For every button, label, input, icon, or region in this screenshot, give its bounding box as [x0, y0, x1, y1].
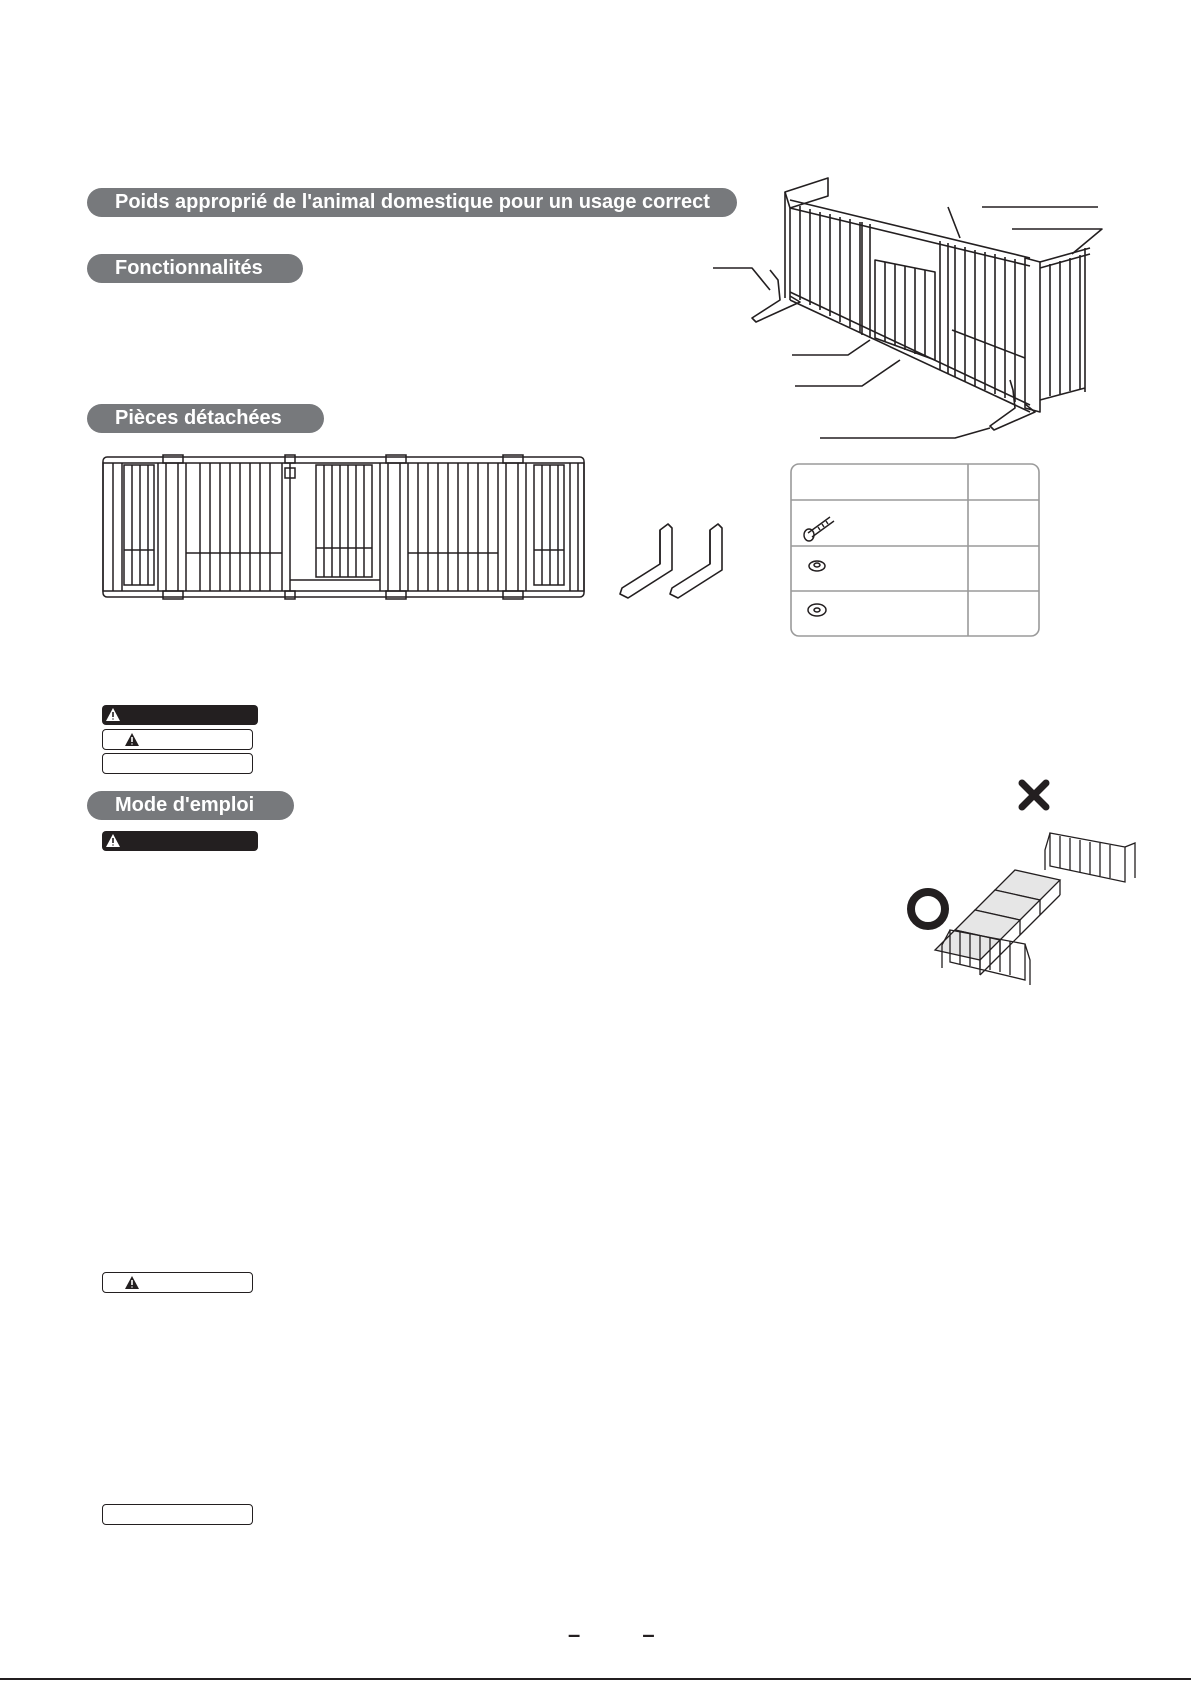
- warning-label-2: [102, 1272, 253, 1293]
- heading-pet-weight: Poids approprié de l'animal domestique pour un usage correct: [87, 188, 737, 217]
- note-label-2: [102, 1504, 253, 1525]
- circle-mark-icon: [911, 892, 945, 926]
- heading-usage: Mode d'emploi: [87, 791, 294, 820]
- bottom-rule: [0, 1678, 1191, 1680]
- warning-triangle-icon: [125, 1276, 139, 1289]
- page-number: – –: [568, 1622, 683, 1647]
- heading-parts: Pièces détachées: [87, 404, 324, 433]
- cross-mark-icon: [1022, 783, 1046, 807]
- heading-features: Fonctionnalités: [87, 254, 303, 283]
